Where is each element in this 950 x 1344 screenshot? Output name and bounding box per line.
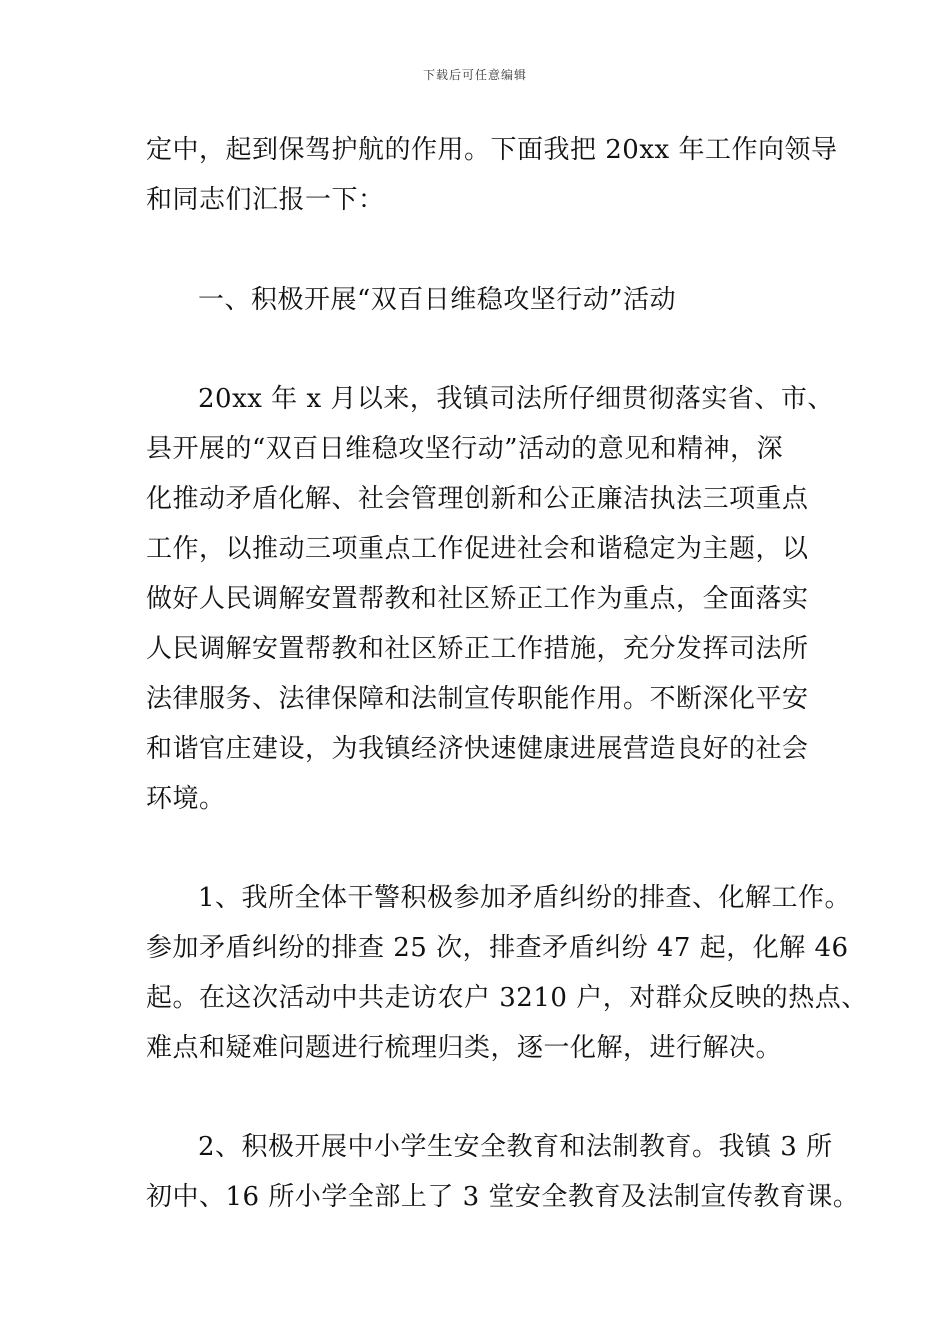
text-line: 做好人民调解安置帮教和社区矫正工作为重点，全面落实 bbox=[146, 584, 809, 614]
text-line: 和谐官庄建设，为我镇经济快速健康进展营造良好的社会 bbox=[146, 734, 809, 764]
text-line: 工作，以推动三项重点工作促进社会和谐稳定为主题，以 bbox=[146, 534, 809, 564]
text-line: 法律服务、法律保障和法制宣传职能作用。不断深化平安 bbox=[146, 684, 809, 714]
paragraph-intro-continuation bbox=[146, 125, 836, 225]
section-heading bbox=[146, 275, 836, 325]
text-line: 难点和疑难问题进行梳理归类，逐一化解，进行解决。 bbox=[146, 1033, 783, 1063]
paragraph-activity-overview bbox=[146, 374, 836, 824]
paragraph-item-1 bbox=[146, 873, 868, 1073]
paragraph-item-2 bbox=[146, 1122, 860, 1222]
text-line: 初中、16 所小学全部上了 3 堂安全教育及法制宣传教育课。 bbox=[146, 1182, 860, 1212]
header-note: 下载后可任意编辑 bbox=[422, 68, 527, 82]
text-line: 环境。 bbox=[146, 784, 226, 814]
text-line: 起。在这次活动中共走访农户 3210 户，对群众反映的热点、 bbox=[146, 983, 868, 1013]
text-line: 参加矛盾纠纷的排查 25 次，排查矛盾纠纷 47 起，化解 46 bbox=[146, 933, 849, 963]
text-line: 县开展的“双百日维稳攻坚行动”活动的意见和精神，深 bbox=[146, 434, 784, 464]
text-line: 人民调解安置帮教和社区矫正工作措施，充分发挥司法所 bbox=[146, 634, 809, 664]
text-line: 1、我所全体干警积极参加矛盾纠纷的排查、化解工作。 bbox=[198, 883, 852, 913]
text-line: 20xx 年 x 月以来，我镇司法所仔细贯彻落实省、市、 bbox=[198, 384, 834, 414]
text-line: 2、积极开展中小学生安全教育和法制教育。我镇 3 所 bbox=[198, 1132, 833, 1162]
text-line: 和同志们汇报一下： bbox=[146, 185, 385, 215]
text-line: 一、积极开展“双百日维稳攻坚行动”活动 bbox=[198, 285, 677, 315]
text-line: 化推动矛盾化解、社会管理创新和公正廉洁执法三项重点 bbox=[146, 484, 809, 514]
text-line: 定中，起到保驾护航的作用。下面我把 20xx 年工作向领导 bbox=[146, 135, 838, 165]
